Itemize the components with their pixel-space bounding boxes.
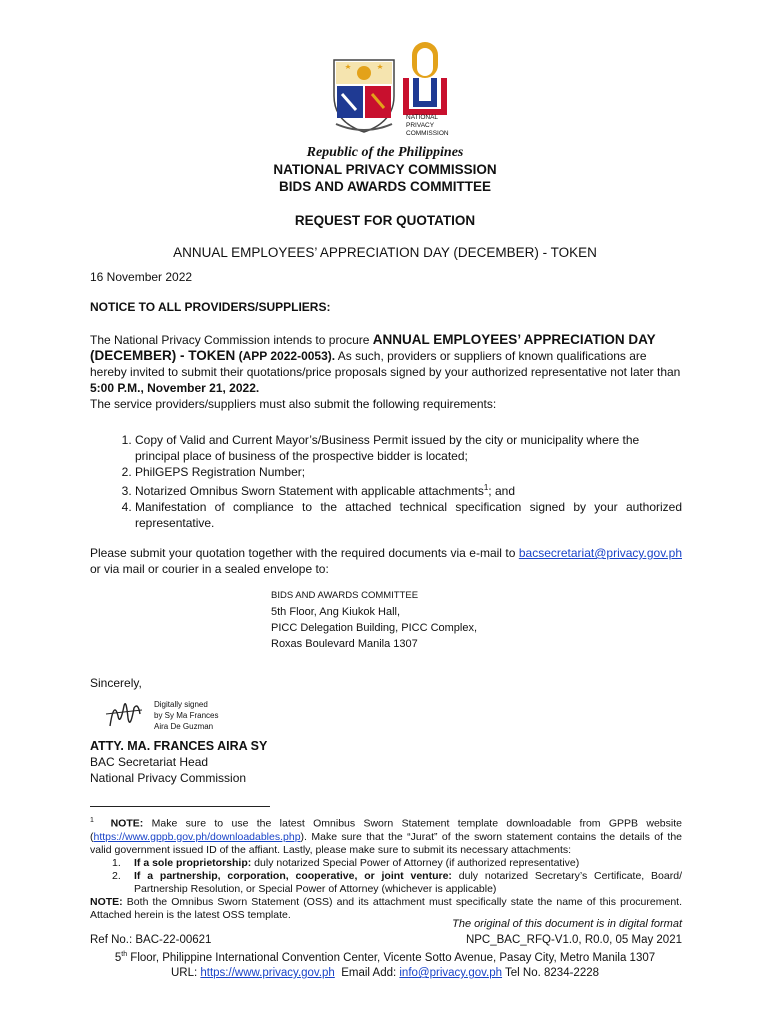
address-line: Roxas Boulevard Manila 1307 [271,638,418,650]
footer-contact [0,967,770,979]
signer-org: National Privacy Commission [90,771,247,785]
footnote-item: 2. If a partnership, corporation, cooperative, or joint venture: duly notarized Secretary’s Certificate, Board/ Partnership Resolution, or Special Power of Attorney (whichever is applicable) [112,869,682,895]
list-item: 3. Notarized Omnibus Sworn Statement with applicable attachments$^1$; and [135,480,682,499]
gppb-link[interactable]: https://www.gppb.gov.ph/downloadables.php [93,830,301,843]
bac-email-link[interactable]: bacsecretariat@privacy.gov.ph [518,546,682,560]
signer-title: BAC Secretariat Head [90,755,209,769]
sig-line: by Sy Ma Frances [154,711,219,720]
footnote-divider [90,806,270,807]
republic-heading: Republic of the Philippines [306,145,464,160]
app-ref: (APP 2022-0053). [235,349,336,363]
info-email-link[interactable]: info@privacy.gov.ph [399,967,503,979]
website-link[interactable]: https://www.privacy.gov.ph [200,967,335,979]
sig-line: Digitally signed [154,700,208,709]
signer-name: ATTY. MA. FRANCES AIRA SY [90,739,268,753]
digital-signature-stamp [154,699,218,732]
footnote-label: NOTE: [110,817,144,830]
sig-line: Aira De Guzman [154,722,214,731]
logo-text-commission: COMMISSION [406,130,449,137]
footnote-note: NOTE: Both the Omnibus Sworn Statement (OSS) and its attachment must specifically state the name of this procurement. Attached herein is the latest OSS template. [90,895,682,921]
document-date: 16 November 2022 [90,270,193,284]
agency-heading: NATIONAL PRIVACY COMMISSION [273,162,497,177]
npc-logo [402,40,448,118]
footnote-text-2: ). Make sure that the “Jurat” of the sworn statement contains the details of the valid government issued ID of the affiant. Lastly, please make sure to submit its necessary attachments: [90,830,682,856]
footnote-text: Make sure to use the latest Omnibus Sworn Statement template downloadable from GPPB website ( [90,817,682,843]
document-title: REQUEST FOR QUOTATION [294,213,476,228]
form-code: NPC_BAC_RFQ-V1.0, R0.0, 05 May 2021 [465,934,682,946]
submission-text-2: or via mail or courier in a sealed envelope to: [90,562,329,576]
ph-seal-logo [328,50,400,134]
email-label: Email Add: [334,967,400,979]
logo-text-national: NATIONAL [406,114,439,121]
requirements-intro: The service providers/suppliers must also submit the following requirements: [90,397,497,411]
intro-text-2: As such, providers or suppliers of known qualifications are hereby invited to submit their quotations/price proposals signed by your authorized representative not later than [90,349,681,379]
address-line: PICC Delegation Building, PICC Complex, [271,622,478,634]
submission-text: Please submit your quotation together with the required documents via e-mail to [90,546,519,560]
logo-text-privacy: PRIVACY [406,122,435,129]
list-item: 1. Copy of Valid and Current Mayor’s/Business Permit issued by the city or municipality where the principal place of business of the prospective bidder is located; [135,432,682,464]
committee-heading: BIDS AND AWARDS COMMITTEE [279,179,491,194]
digital-format-note: The original of this document is in digital format [452,918,682,930]
footnote [90,814,682,922]
address-line: 5th Floor, Ang Kiukok Hall, [271,606,401,618]
url-label: URL: [170,967,201,979]
intro-paragraph [90,332,682,412]
closing: Sincerely, [90,676,142,690]
footnote-number: 1 [90,817,94,824]
address-line: BIDS AND AWARDS COMMITTEE [271,590,419,601]
telephone: Tel No. 8234-2228 [502,967,600,979]
requirements-list [90,432,682,531]
footnote-item: 1. If a sole proprietorship: duly notarized Special Power of Attorney (if authorized representative) [112,856,580,869]
notice-heading: NOTICE TO ALL PROVIDERS/SUPPLIERS: [90,300,331,314]
procurement-name: ANNUAL EMPLOYEES’ APPRECIATION DAY (DECEMBER) - TOKEN [90,332,656,363]
footnote-ref: 1 [483,483,489,492]
npc-logo-text [406,114,449,138]
deadline: 5:00 P.M., November 21, 2022. [90,381,260,395]
reference-number: Ref No.: BAC-22-00621 [90,934,212,946]
list-item: 4. Manifestation of compliance to the attached technical specification signed by your authorized representative. [135,499,682,531]
submission-paragraph [90,545,682,577]
intro-text: The National Privacy Commission intends to procure [90,333,373,347]
list-item: 2. PhilGEPS Registration Number; [135,464,682,480]
document-subject: ANNUAL EMPLOYEES’ APPRECIATION DAY (DECEMBER) - TOKEN [173,245,597,260]
footer-address: 5th Floor, Philippine International Convention Center, Vicente Sotto Avenue, Pasay City, Metro Manila 1307 [114,951,656,964]
handwritten-signature [104,696,146,734]
mailing-address [271,588,477,652]
